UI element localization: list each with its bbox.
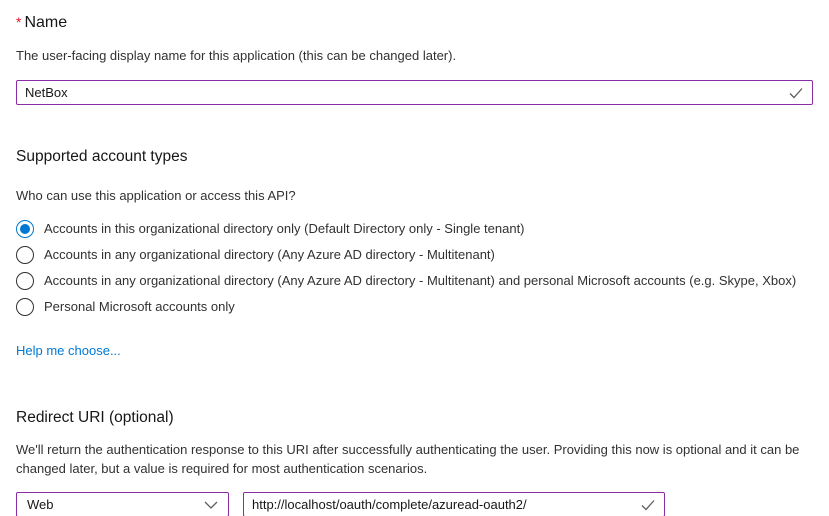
radio-label: Accounts in any organizational directory (Any Azure AD directory - Multitenant) — [44, 247, 495, 262]
radio-option-personal-only[interactable] — [16, 294, 813, 320]
redirect-uri-section — [16, 408, 813, 516]
help-me-choose-link[interactable]: Help me choose... — [16, 343, 121, 358]
name-section — [16, 12, 813, 105]
redirect-uri-input[interactable] — [243, 492, 665, 516]
redirect-uri-title: Redirect URI (optional) — [16, 409, 174, 426]
supported-account-types-section — [16, 147, 813, 360]
platform-select-dropdown[interactable] — [16, 492, 229, 516]
name-input[interactable] — [16, 80, 813, 105]
name-section-title — [16, 12, 813, 33]
radio-label: Accounts in this organizational directory only (Default Directory only - Single tenant) — [44, 221, 525, 236]
radio-option-single-tenant[interactable] — [16, 216, 813, 242]
radio-button[interactable] — [16, 272, 34, 290]
redirect-uri-input-wrap — [243, 492, 665, 516]
radio-button[interactable] — [16, 298, 34, 316]
redirect-uri-row — [16, 492, 813, 516]
radio-button[interactable] — [16, 220, 34, 238]
account-types-title: Supported account types — [16, 148, 188, 165]
redirect-uri-description: We'll return the authentication response to this URI after successfully authenticating the user. Providing this now is optional and it can be changed later, but a value is required for most authentication scenarios. — [16, 442, 800, 476]
name-input-wrap — [16, 80, 813, 105]
name-title-text: Name — [24, 14, 68, 31]
radio-button[interactable] — [16, 246, 34, 264]
chevron-down-icon — [204, 501, 218, 509]
required-marker: * — [16, 14, 22, 30]
radio-option-multitenant-personal[interactable] — [16, 268, 813, 294]
name-description: The user-facing display name for this application (this can be changed later). — [16, 48, 457, 63]
account-types-radio-group — [16, 216, 813, 320]
account-types-question: Who can use this application or access this API? — [16, 188, 296, 203]
radio-option-multitenant[interactable] — [16, 242, 813, 268]
platform-select-value: Web — [27, 497, 54, 512]
radio-label: Accounts in any organizational directory (Any Azure AD directory - Multitenant) and personal Microsoft accounts (e.g. Skype, Xbox) — [44, 273, 797, 288]
radio-label: Personal Microsoft accounts only — [44, 299, 235, 314]
